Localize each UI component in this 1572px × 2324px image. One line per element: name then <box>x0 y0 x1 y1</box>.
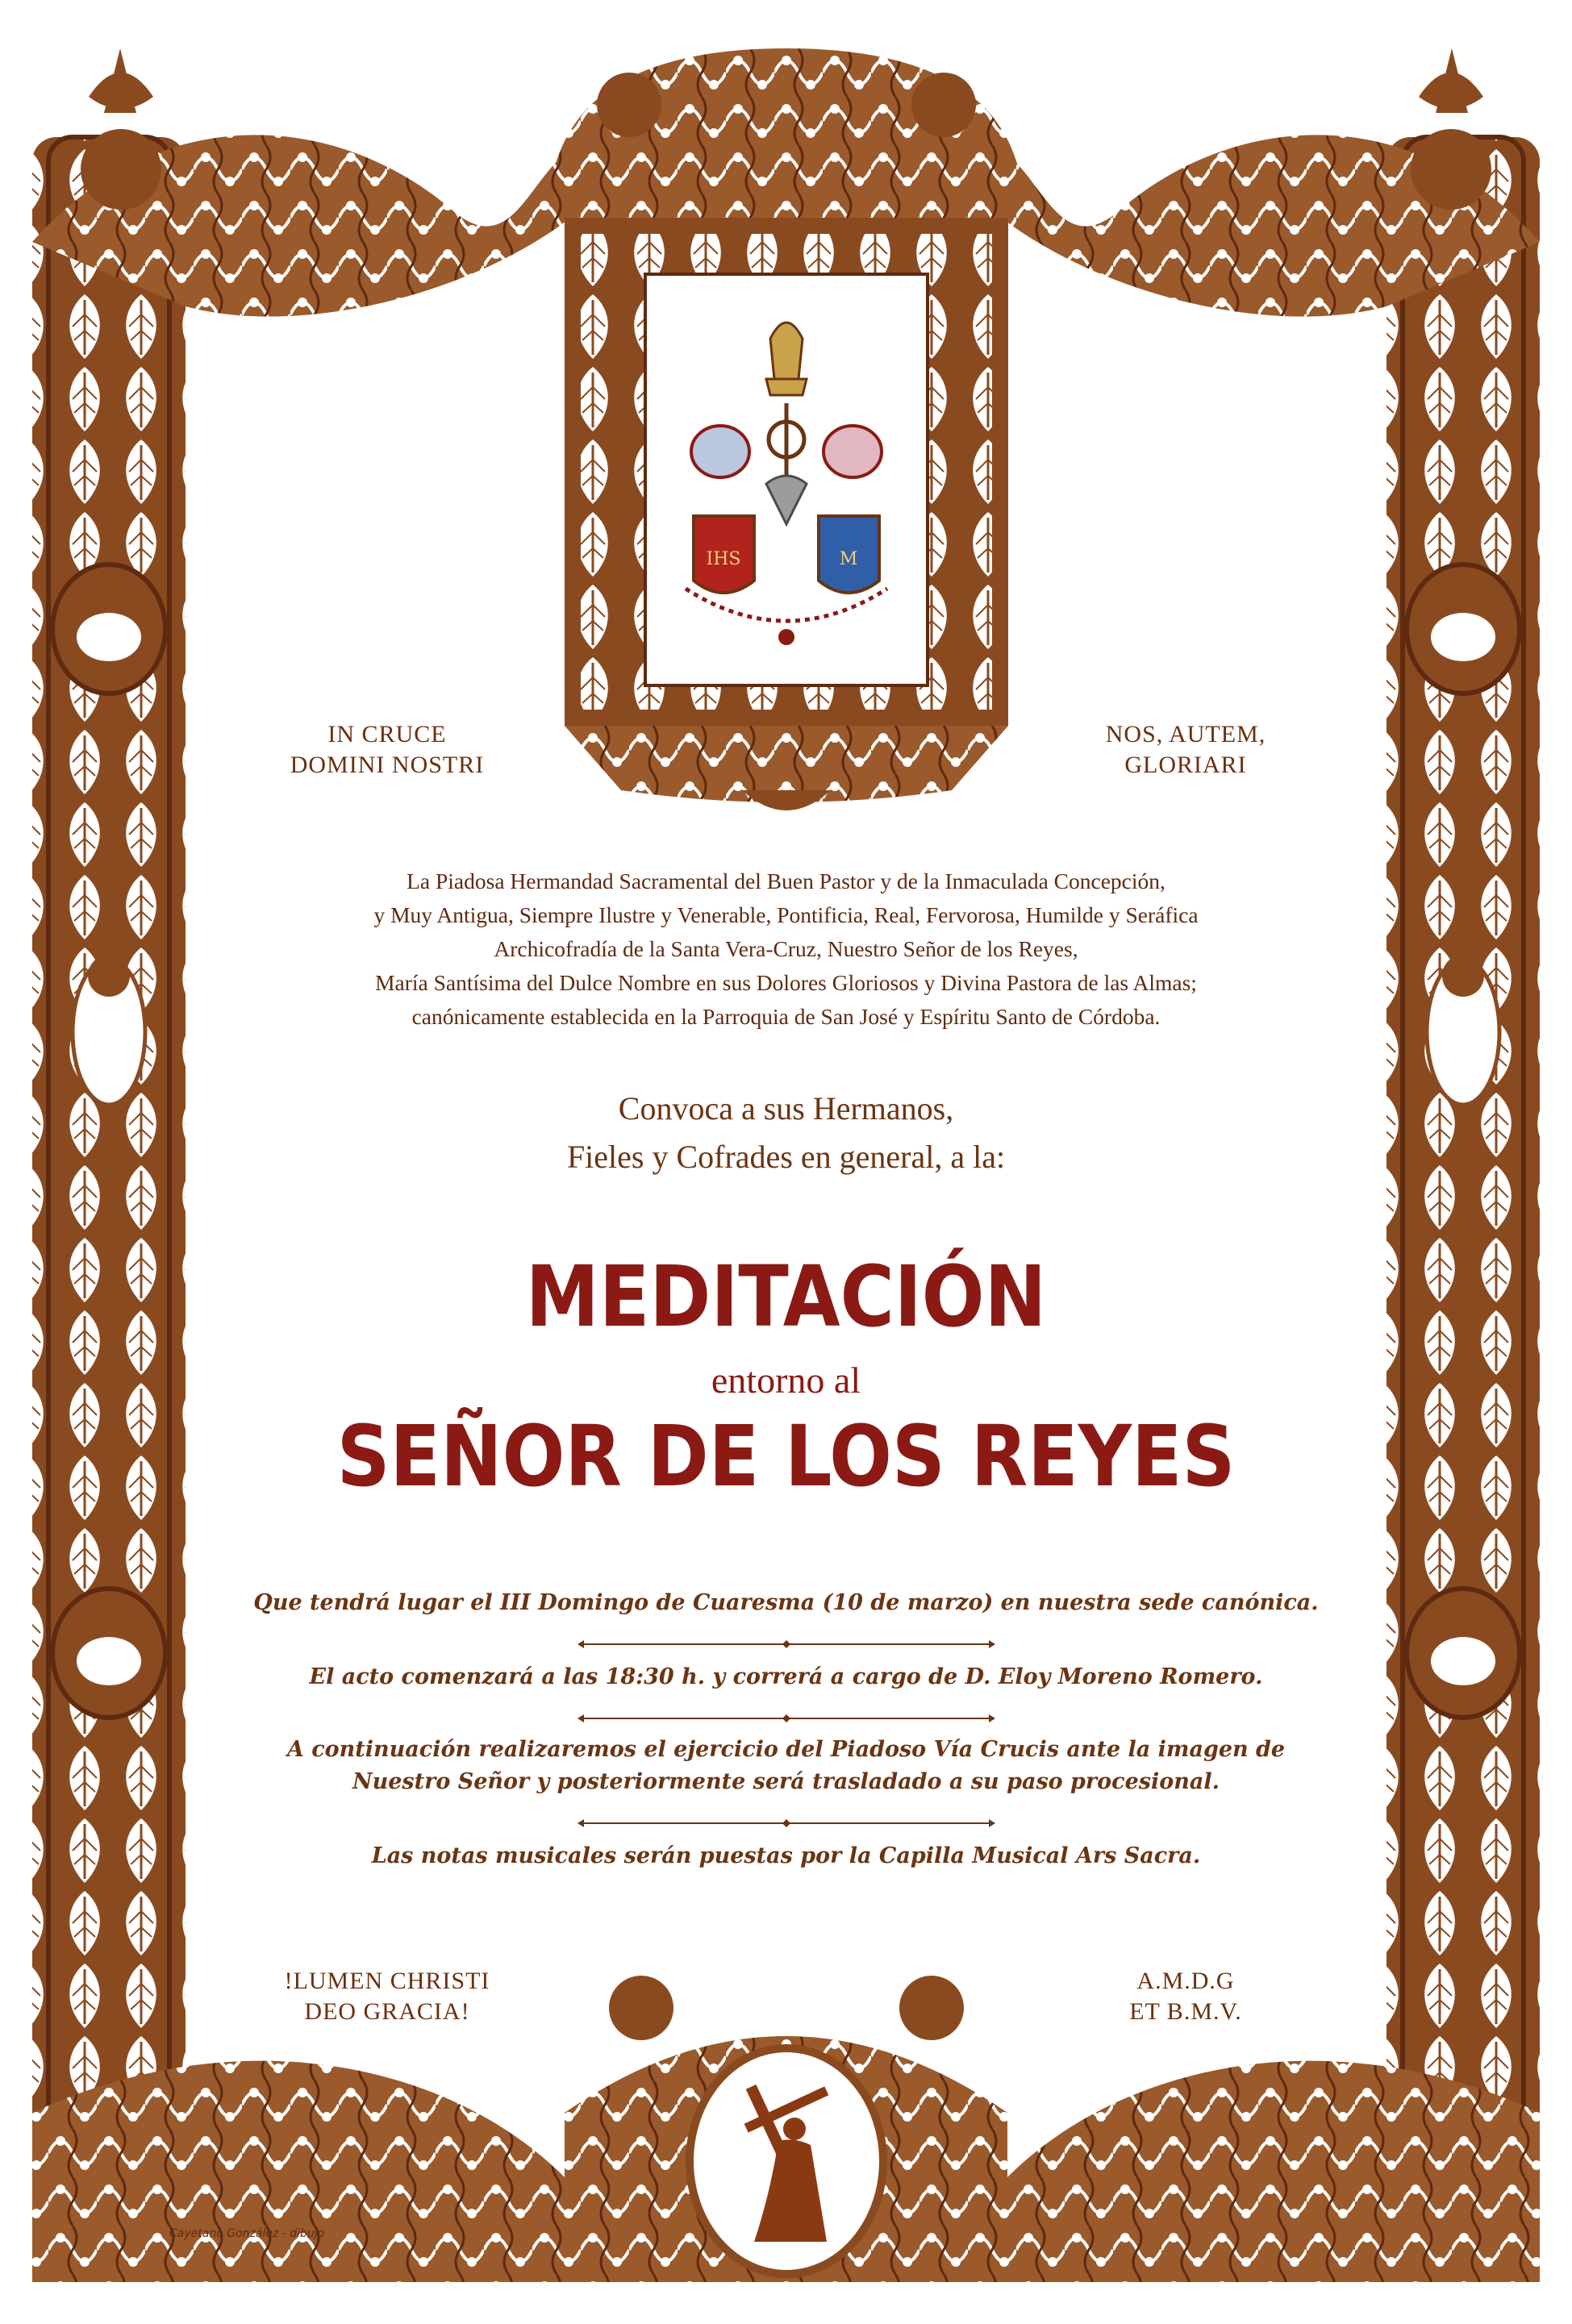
convocation: Convoca a sus Hermanos, Fieles y Cofrades en general, a la: <box>566 1090 1006 1175</box>
right-pillar <box>1386 137 1540 2218</box>
title-connector: entorno al <box>711 1360 861 1401</box>
title-main: MEDITACIÓN <box>525 1247 1047 1346</box>
left-pillar <box>32 137 186 2218</box>
divider-ornament <box>578 1639 995 1650</box>
info-date: Que tendrá lugar el III Domingo de Cuaresma (10 de marzo) en nuestra sede canónica. <box>253 1590 1319 1615</box>
svg-text:IHS: IHS <box>706 549 741 569</box>
artist-signature: Cayetano González - dibujo <box>169 2227 325 2240</box>
info-music: Las notas musicales serán puestas por la Capilla Musical Ars Sacra. <box>371 1843 1201 1868</box>
info-time: El acto comenzará a las 18:30 h. y correrá a cargo de D. Eloy Moreno Romero. <box>309 1664 1263 1689</box>
motto-bottom-left: !LUMEN CHRISTI DEO GRACIA! <box>284 1968 490 2025</box>
motto-bottom-right: A.M.D.G ET B.M.V. <box>1129 1968 1242 2025</box>
title-subject: SEÑOR DE LOS REYES <box>336 1407 1236 1506</box>
info-via-crucis: A continuación realizaremos el ejercicio del Piadoso Vía Crucis ante la imagen de Nuestro Señor y posteriormente será trasladado a su paso procesional. <box>286 1737 1286 1794</box>
divider-ornament <box>578 1713 995 1724</box>
motto-top-right: NOS, AUTEM, GLORIARI <box>1105 721 1266 778</box>
divider-ornament <box>578 1818 995 1829</box>
intro-paragraph: La Piadosa Hermandad Sacramental del Buen Pastor y de la Inmaculada Concepción, y Muy Antigua, Siempre Ilustre y Venerable, Pontificia, Real, Fervorosa, Humilde y Seráfica Archicofradía de la Santa Vera-Cruz, Nuestro Señor de los Reyes, María Santísima del Dulce Nombre en sus Dolores Gloriosos y Divina Pastora de las Almas; canónicamente establecida en la Parroquia de San José y Espíritu Santo de Córdoba. <box>373 868 1199 1029</box>
motto-top-left: IN CRUCE DOMINI NOSTRI <box>290 721 485 778</box>
svg-text:M: M <box>839 549 858 569</box>
